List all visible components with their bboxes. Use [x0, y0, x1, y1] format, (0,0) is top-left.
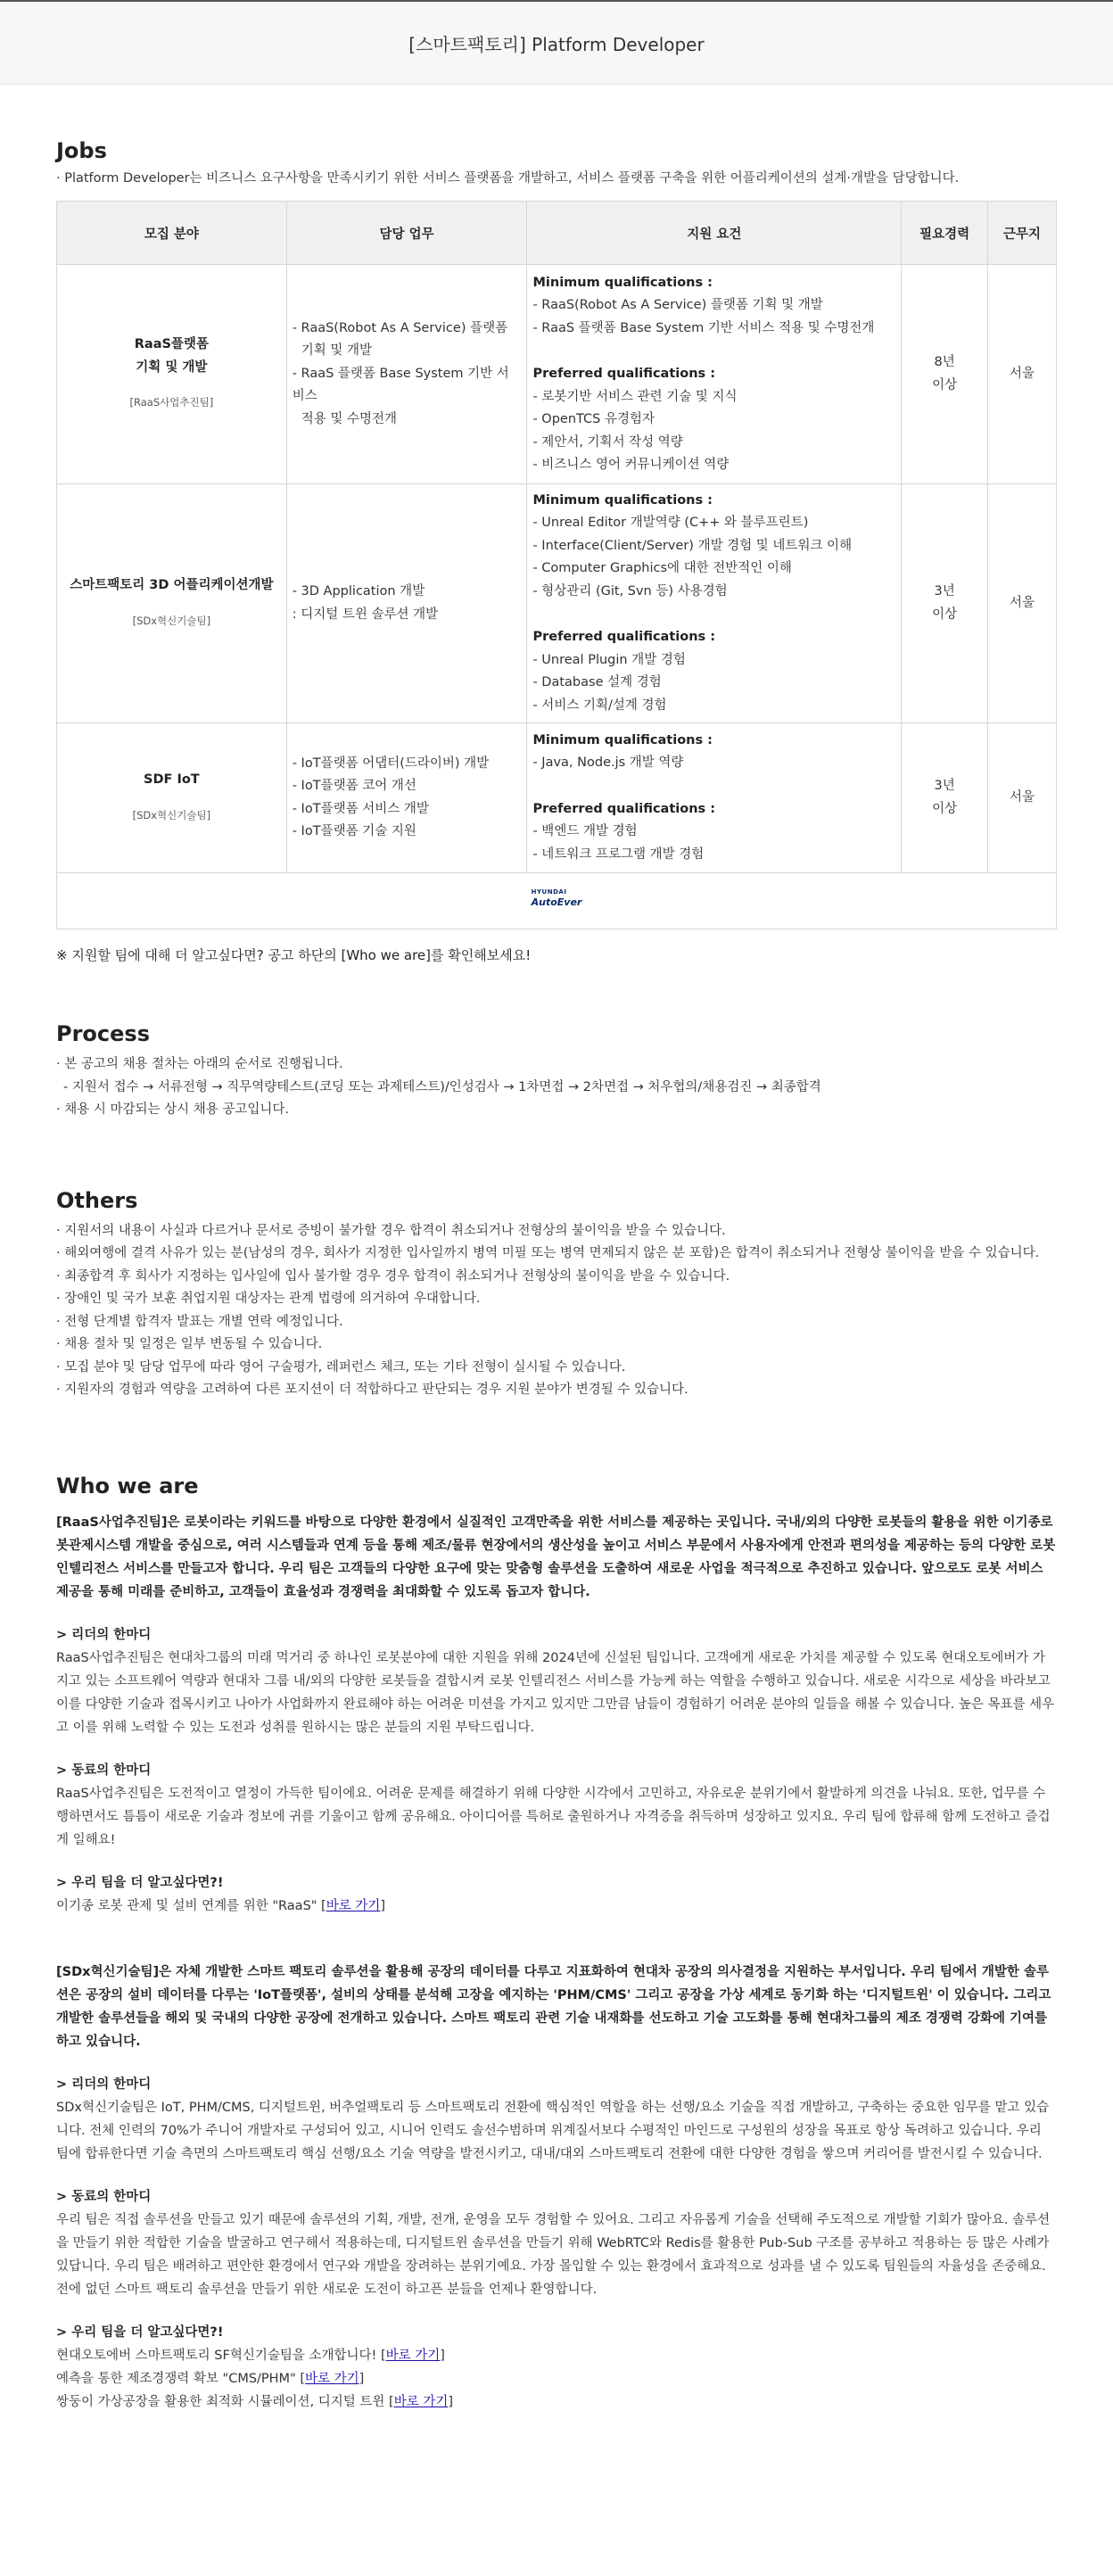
req-line: - 로봇기반 서비스 관련 기술 및 지식 — [532, 389, 738, 404]
page-header — [0, 0, 1113, 85]
job-field-title: 기획 및 개발 — [136, 359, 208, 375]
duty-line: 기획 및 개발 — [301, 343, 372, 359]
req-line: - 네트워크 프로그램 개발 경험 — [532, 846, 705, 862]
sdx-peer-heading: > 동료의 한마디 — [56, 2189, 152, 2204]
raas-more-line: 이기종 로봇 관제 및 설비 연계를 위한 "RaaS" [바로 가기] — [56, 1898, 386, 1913]
career-suffix: 이상 — [932, 377, 958, 392]
sdx-more-line: 예측을 통한 제조경쟁력 확보 "CMS/PHM" [바로 가기] — [56, 2371, 365, 2386]
career-cell — [902, 484, 988, 723]
req-line: - Java, Node.js 개발 역량 — [532, 755, 684, 771]
req-line: - 서비스 기획/설계 경험 — [532, 698, 667, 713]
digital-twin-link[interactable]: 바로 가기 — [393, 2394, 449, 2409]
min-qual-label: Minimum qualifications : — [532, 275, 713, 290]
career-years: 3년 — [934, 584, 955, 599]
min-qual-label: Minimum qualifications : — [532, 492, 713, 508]
raas-peer-text: RaaS사업추진팀은 도전적이고 열정이 가득한 팀이에요. 어려운 문제를 해결하기 위해 다양한 시각에서 고민하고, 자유로운 분위기에서 활발하게 의견을 나눠요. 또한, 업무를 수행하면서도 틈틈이 새로운 기술과 정보에 귀를 기울이고 함께 공유해요. 아이디어를 특허로 출원하거나 자격증을 취득하며 성장하고 있지요. 우리 팀에 합류해 함께 도전하고 즐겁게 일해요! — [56, 1786, 1051, 1847]
req-line: - Computer Graphics에 대한 전반적인 이해 — [532, 561, 792, 576]
job-field-cell — [57, 484, 287, 723]
sdx-more-line: 현대오토에버 스마트팩토리 SF혁신기술팀을 소개합니다! [바로 가기] — [56, 2348, 445, 2363]
column-header: 지원 요건 — [527, 202, 902, 265]
location-cell: 서울 — [988, 723, 1057, 873]
who-we-are-section — [56, 1474, 1057, 2414]
req-line: - RaaS(Robot As A Service) 플랫폼 기획 및 개발 — [532, 298, 823, 312]
raas-team-tag: [RaaS사업추진팀] — [56, 1515, 168, 1530]
career-suffix: 이상 — [932, 801, 958, 816]
process-heading: Process — [56, 1021, 150, 1046]
others-line: · 최종합격 후 회사가 지정하는 입사일에 입사 불가할 경우 경우 합격이 취소되거나 전형상의 불이익을 받을 수 있습니다. — [56, 1268, 730, 1284]
career-suffix: 이상 — [932, 607, 958, 622]
sdx-peer-text: 우리 팀은 직접 솔루션을 만들고 있기 때문에 솔루션의 기획, 개발, 전개, 운영을 모두 경험할 수 있어요. 그리고 자유롭게 기술을 선택해 주도적으로 개발할 기회가 많아요. 솔루션을 만들기 위한 적합한 기술을 발굴하고 연구해서 적용하는데, 디지털트윈 솔루션을 만들기 위해 WebRTC와 Redis를 활용한 Pub-Sub 구조를 공부하고 적용하는 등 많은 사례가 있답니다. 우리 팀은 배려하고 편안한 환경에서 연구와 개발을 장려하는 분위기예요. 가장 몰입할 수 있는 환경에서 효과적으로 성과를 낼 수 있도록 팀원들의 자율성을 존중해요. 전에 없던 스마트 팩토리 솔루션을 만들기 위한 새로운 도전이 하고픈 분들을 언제나 환영합니다. — [56, 2212, 1051, 2297]
pref-qual-label: Preferred qualifications : — [532, 367, 716, 381]
raas-peer-heading: > 동료의 한마디 — [56, 1763, 152, 1778]
duties-cell — [286, 265, 527, 484]
others-line: · 지원자의 경험과 역량을 고려하여 다른 포지션이 더 적합하다고 판단되는 경우 지원 분야가 변경될 수 있습니다. — [56, 1383, 688, 1397]
req-line: - 제안서, 기획서 작성 역량 — [532, 434, 683, 450]
sdx-team-intro: [SDx혁신기술팀]은 자체 개발한 스마트 팩토리 솔루션을 활용해 공장의 데이터를 다루고 지표화하여 현대차 공장의 의사결정을 지원하는 부서입니다. 우리 팀에서 개발한 솔루션은 공장의 설비 데이터를 다루는 'IoT플랫폼', 설비의 상태를 분석해 고장을 예지하는 'PHM/CMS' 그리고 공장을 가상 세계로 동기화 하는 '디지털트윈' 이 있습니다. 그리고 개발한 솔루션들을 해외 및 국내의 다양한 공장에 전개하고 있습니다. 스마트 팩토리 관련 기술 내재화를 선도하고 기술 고도화를 통해 현대차그룹의 제조 경쟁력 강화에 기여를 하고 있습니다. — [56, 1964, 1051, 2049]
sdx-team-tag: [SDx혁신기술팀] — [56, 1964, 160, 1979]
location-cell: 서울 — [988, 265, 1057, 484]
duty-line: - IoT플랫폼 코어 개선 — [292, 779, 416, 793]
others-line: · 장애인 및 국가 보훈 취업지원 대상자는 관계 법령에 의거하여 우대합니다. — [56, 1292, 481, 1306]
duties-cell — [286, 484, 527, 723]
req-line: - Unreal Editor 개발역량 (C++ 와 블루프린트) — [532, 516, 809, 531]
jobs-section — [56, 85, 1057, 964]
raas-link[interactable]: 바로 가기 — [326, 1898, 381, 1913]
column-header: 필요경력 — [902, 202, 988, 265]
career-years: 3년 — [934, 779, 955, 793]
sdx-more-line: 쌍둥이 가상공장을 활용한 최적화 시뮬레이션, 디지털 트윈 [바로 가기] — [56, 2394, 454, 2409]
min-qual-label: Minimum qualifications : — [532, 732, 713, 747]
job-field-title: SDF IoT — [144, 772, 200, 787]
raas-more-heading: > 우리 팀을 더 알고싶다면?! — [56, 1875, 224, 1890]
others-line: · 채용 절차 및 일정은 일부 변동될 수 있습니다. — [56, 1337, 323, 1351]
req-line: - 비즈니스 영어 커뮤니케이션 역량 — [532, 458, 730, 472]
table-header-row — [57, 202, 1057, 265]
duty-line: 적용 및 수명전개 — [301, 411, 397, 426]
page-title: [스마트팩토리] Platform Developer — [408, 33, 705, 55]
sdx-more-heading: > 우리 팀을 더 알고싶다면?! — [56, 2324, 224, 2340]
req-line: - Interface(Client/Server) 개발 경험 및 네트워크 이해 — [532, 538, 853, 553]
others-line: · 모집 분야 및 담당 업무에 따라 영어 구술평가, 레퍼런스 체크, 또는 기타 전형이 실시될 수 있습니다. — [56, 1359, 626, 1375]
duty-line: - IoT플랫폼 기술 지원 — [292, 824, 416, 838]
job-field-cell — [57, 265, 287, 484]
duty-line: - 3D Application 개발 — [292, 584, 425, 599]
others-line: · 해외여행에 결격 사유가 있는 분(남성의 경우, 회사가 지정한 입사일까지 병역 미필 또는 병역 면제되지 않은 분 포함)은 합격이 취소되거나 전형상 불이익을 받을 수 있습니다. — [56, 1246, 1040, 1260]
requirements-cell — [527, 265, 902, 484]
others-section — [56, 1188, 1057, 1402]
requirements-cell — [527, 723, 902, 873]
req-line: - 백엔드 개발 경험 — [532, 824, 638, 839]
raas-team-intro: [RaaS사업추진팀]은 로봇이라는 키워드를 바탕으로 다양한 환경에서 실질적인 고객만족을 위한 서비스를 제공하는 곳입니다. 국내/외의 다양한 로봇들의 활용을 위한 이기종로봇관제시스템 개발을 중심으로, 여러 시스템들과 연계 등을 통해 제조/물류 현장에서의 생산성을 높이고 서비스 부문에서 사용자에게 안전과 편의성을 제공하는 등의 다양한 로봇인텔리전스 서비스를 만들고자 합니다. 우리 팀은 고객들의 다양한 요구에 맞는 맞춤형 솔루션을 도출하여 새로운 사업을 적극적으로 추진하고 있습니다. 앞으로도 로봇 서비스 제공을 통해 미래를 준비하고, 고객들이 효율성과 경쟁력을 최대화할 수 있도록 돕고자 합니다. — [56, 1515, 1056, 1599]
process-line: · 채용 시 마감되는 상시 채용 공고입니다. — [56, 1102, 289, 1117]
raas-leader-text: RaaS사업추진팀은 현대차그룹의 미래 먹거리 중 하나인 로봇분야에 대한 지원을 위해 2024년에 신설된 팀입니다. 고객에게 새로운 가치를 제공할 수 있도록 현대오토에버가 가지고 있는 소프트웨어 역량과 현대차 그룹 내/외의 다양한 로봇들을 결합시켜 로봇 인텔리전스 서비스를 가능케 하는 역할을 수행하고 있습니다. 새로운 시각으로 세상을 바라보고 이를 다양한 기술과 접목시키고 나아가 사업화까지 완료해야 하는 어려운 미션을 가지고 있지만 그만큼 남들이 경험하기 어려운 분야의 일들을 해볼 수 있습니다. 높은 목표를 세우고 이를 위해 노력할 수 있는 도전과 성취를 원하시는 많은 분들의 지원 부탁드립니다. — [56, 1650, 1055, 1735]
column-header: 근무지 — [988, 202, 1057, 265]
table-row — [57, 484, 1057, 723]
requirements-cell — [527, 484, 902, 723]
job-team: [SDx혁신기술팀] — [132, 614, 211, 627]
career-years: 8년 — [934, 355, 955, 369]
req-line: - OpenTCS 유경험자 — [532, 412, 655, 426]
job-team: [RaaS사업추진팀] — [129, 396, 214, 409]
cms-phm-link[interactable]: 바로 가기 — [305, 2371, 359, 2386]
logo-row — [57, 873, 1057, 929]
job-team: [SDx혁신기술팀] — [132, 808, 211, 822]
req-line: - Unreal Plugin 개발 경험 — [532, 652, 686, 667]
process-line: - 지원서 접수 → 서류전형 → 직무역량테스트(코딩 또는 과제테스트)/인성검사 → 1차면접 → 2차면접 → 처우협의/채용검진 → 최종합격 — [63, 1079, 821, 1094]
job-field-title: RaaS플랫폼 — [134, 337, 209, 352]
career-cell — [902, 265, 988, 484]
sf-team-intro-link[interactable]: 바로 가기 — [385, 2348, 441, 2363]
who-we-are-notice: ※ 지원할 팀에 대해 더 알고싶다면? 공고 하단의 [Who we are]를 확인해보세요! — [56, 947, 532, 963]
pref-qual-label: Preferred qualifications : — [532, 630, 716, 645]
req-line: - RaaS 플랫폼 Base System 기반 서비스 적용 및 수명전개 — [532, 320, 875, 335]
process-line: · 본 공고의 채용 절차는 아래의 순서로 진행됩니다. — [56, 1057, 343, 1071]
who-heading: Who we are — [56, 1473, 199, 1499]
duty-line: - IoT플랫폼 어댑터(드라이버) 개발 — [292, 755, 490, 771]
req-line: - 형상관리 (Git, Svn 등) 사용경험 — [532, 583, 728, 599]
pref-qual-label: Preferred qualifications : — [532, 801, 716, 816]
jobs-table — [56, 201, 1057, 929]
location-cell: 서울 — [988, 484, 1057, 723]
others-line: · 지원서의 내용이 사실과 다르거나 문서로 증빙이 불가할 경우 합격이 취소되거나 전형상의 불이익을 받을 수 있습니다. — [56, 1223, 726, 1238]
career-cell — [902, 723, 988, 873]
raas-leader-heading: > 리더의 한마디 — [56, 1627, 152, 1642]
duty-line: : 디지털 트윈 솔루션 개발 — [292, 607, 439, 622]
duty-line: - RaaS 플랫폼 Base System 기반 서비스 — [292, 366, 509, 404]
table-row — [57, 723, 1057, 873]
hyundai-autoever-logo: HYUNDAI AutoEver — [531, 888, 582, 909]
duty-line: - IoT플랫폼 서비스 개발 — [292, 801, 429, 816]
duties-cell — [286, 723, 527, 873]
others-line: · 전형 단계별 합격자 발표는 개별 연락 예정입니다. — [56, 1314, 343, 1329]
req-line: - Database 설계 경험 — [532, 675, 662, 690]
jobs-intro: · Platform Developer는 비즈니스 요구사항을 만족시키기 위한 서비스 플랫폼을 개발하고, 서비스 플랫폼 구축을 위한 어플리케이션의 설계·개발을 담당합니다. — [56, 171, 960, 186]
others-heading: Others — [56, 1187, 138, 1213]
jobs-heading: Jobs — [56, 138, 107, 163]
duty-line: - RaaS(Robot As A Service) 플랫폼 — [292, 320, 508, 335]
sdx-leader-text: SDx혁신기술팀은 IoT, PHM/CMS, 디지털트윈, 버추얼팩토리 등 스마트팩토리 전환에 핵심적인 역할을 하는 선행/요소 기술을 직접 개발하고, 구축하는 중요한 임무를 맡고 있습니다. 전체 인력의 70%가 주니어 개발자로 구성되어 있고, 시니어 인력도 솔선수범하며 위계질서보다 수평적인 마인드로 구성원의 성장을 목표로 항상 독려하고 있습니다. 우리 팀에 합류한다면 기술 측면의 스마트팩토리 핵심 선행/요소 기술 역량을 발전시키고, 대내/대외 스마트팩토리 전환에 대한 다양한 경험을 쌓으며 커리어를 발전시킬 수 있습니다. — [56, 2100, 1050, 2161]
job-field-cell — [57, 723, 287, 873]
column-header: 모집 분야 — [57, 202, 287, 265]
sdx-leader-heading: > 리더의 한마디 — [56, 2076, 152, 2092]
table-row — [57, 265, 1057, 484]
job-field-title: 스마트팩토리 3D 어플리케이션개발 — [70, 578, 274, 592]
column-header: 담당 업무 — [286, 202, 527, 265]
process-section — [56, 1021, 1057, 1122]
